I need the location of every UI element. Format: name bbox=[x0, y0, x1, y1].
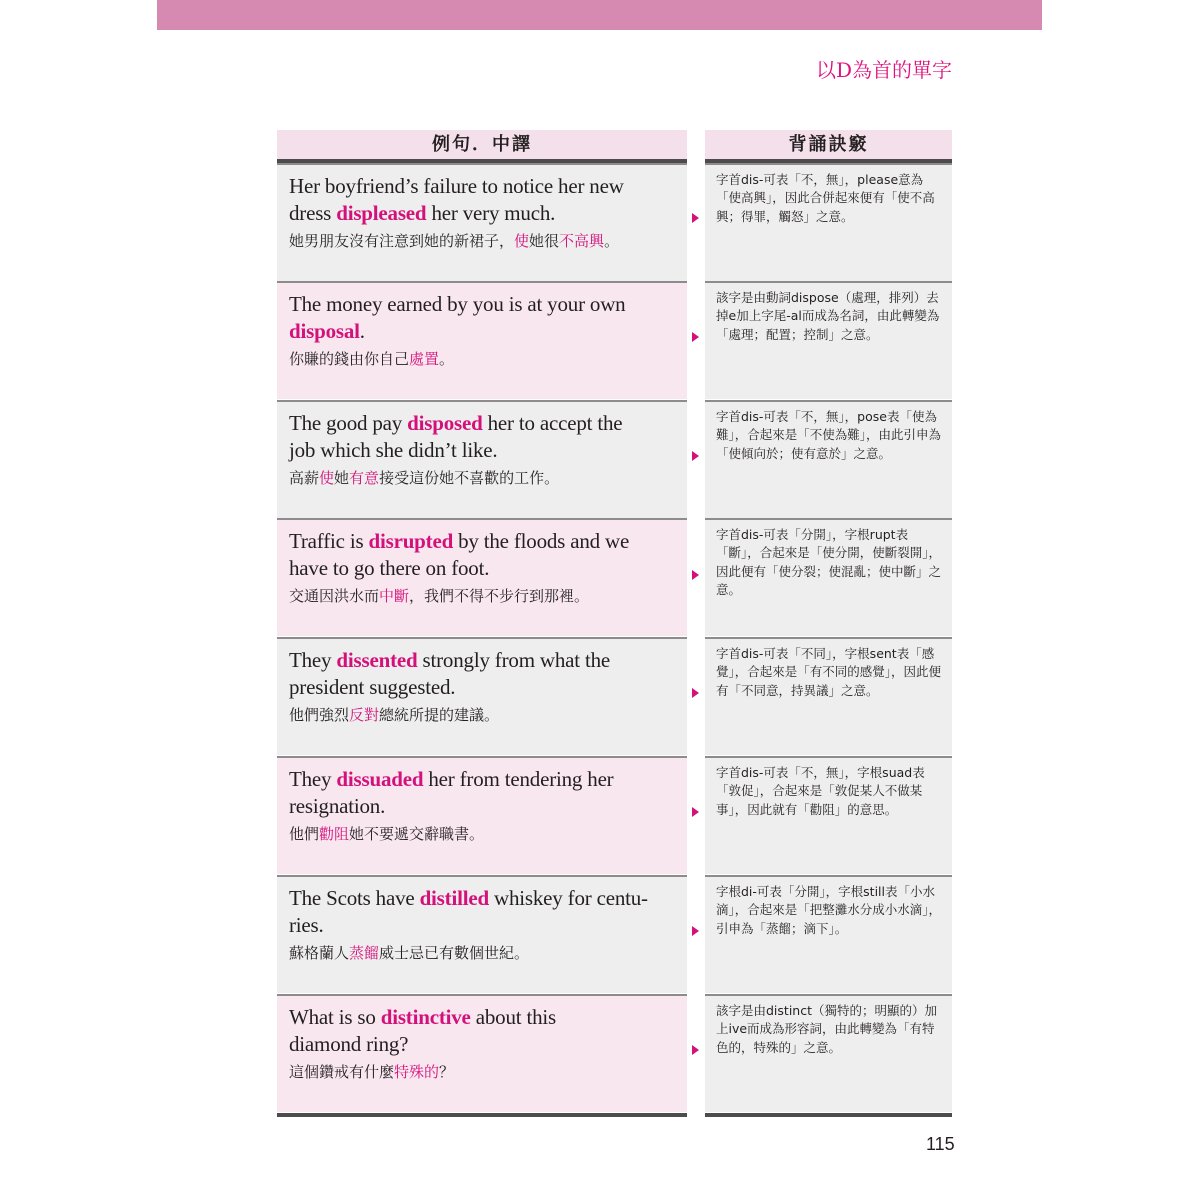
memory-tip-text: 字首dis-可表「不同」，字根sent表「感覺」，合起來是「有不同的感覺」，因此便有「不同意，持異議」之意。 bbox=[716, 646, 942, 698]
memory-tip-row bbox=[705, 994, 952, 1112]
column-header-memory-tips: 背誦訣竅 bbox=[705, 130, 952, 163]
pointer-arrow-icon bbox=[692, 332, 699, 342]
keyword: disrupted bbox=[368, 529, 454, 553]
memory-tip-text: 字首dis-可表「不，無」，pose表「使為難」，合起來是「不使為難」，由此引申為「使傾向於；使有意於」之意。 bbox=[716, 409, 942, 461]
example-sentence-english: They dissuaded her from tendering her resignation. bbox=[289, 767, 614, 818]
example-row bbox=[277, 400, 687, 518]
example-sentence-english: Her boyfriend’s failure to notice her new dress displeased her very much. bbox=[289, 174, 624, 225]
pointer-arrow-icon bbox=[692, 1045, 699, 1055]
example-sentence-chinese: 你賺的錢由你自己處置。 bbox=[289, 350, 455, 368]
memory-tip-row bbox=[705, 163, 952, 281]
pointer-arrow-icon bbox=[692, 570, 699, 580]
example-sentence-chinese: 這個鑽戒有什麼特殊的？ bbox=[289, 1063, 455, 1081]
memory-tip-row bbox=[705, 875, 952, 993]
memory-tip-text: 字根di-可表「分開」，字根still表「小水滴」，合起來是「把整灘水分成小水滴」，引申為「蒸餾；滴下」。 bbox=[716, 884, 942, 936]
example-sentence-english: Traffic is disrupted by the floods and we have to go there on foot. bbox=[289, 529, 630, 580]
example-row bbox=[277, 756, 687, 874]
example-sentence-english: What is so distinctive about this diamond ring? bbox=[289, 1005, 556, 1056]
example-row bbox=[277, 637, 687, 755]
memory-tip-text: 字首dis-可表「不，無」，字根suad表「敦促」，合起來是「敦促某人不做某事」，因此就有「勸阻」的意思。 bbox=[716, 765, 925, 817]
memory-tip-row bbox=[705, 400, 952, 518]
example-sentence-english: The Scots have distilled whiskey for centu- ries. bbox=[289, 886, 648, 937]
memory-tip-text: 字首dis-可表「不，無」，please意為「使高興」，因此合併起來便有「使不高興；得罪，觸怒」之意。 bbox=[716, 172, 935, 224]
memory-tip-text: 該字是由distinct（獨特的；明顯的）加上ive而成為形容詞，由此轉變為「有特色的，特殊的」之意。 bbox=[716, 1003, 937, 1055]
example-row bbox=[277, 518, 687, 636]
example-sentence-chinese: 他們強烈反對總統所提的建議。 bbox=[289, 706, 500, 724]
example-row bbox=[277, 281, 687, 399]
keyword: displeased bbox=[336, 200, 427, 225]
example-sentence-english: They dissented strongly from what the president suggested. bbox=[289, 648, 611, 699]
keyword: dissuaded bbox=[336, 767, 424, 791]
example-sentence-chinese: 她男朋友沒有注意到她的新裙子，使她很不高興。 bbox=[289, 232, 620, 250]
memory-tip-row bbox=[705, 281, 952, 399]
keyword: dissented bbox=[336, 648, 418, 672]
memory-tip-text: 字首dis-可表「分開」，字根rupt表「斷」，合起來是「使分開，使斷裂開」，因此便有「使分裂；使混亂；使中斷」之意。 bbox=[716, 527, 942, 597]
example-sentence-chinese: 交通因洪水而中斷，我們不得不步行到那裡。 bbox=[289, 587, 590, 605]
memory-tip-row bbox=[705, 518, 952, 636]
example-sentence-chinese: 高薪使她有意接受這份她不喜歡的工作。 bbox=[289, 469, 560, 487]
example-sentence-chinese: 蘇格蘭人蒸餾威士忌已有數個世紀。 bbox=[289, 944, 530, 962]
pointer-arrow-icon bbox=[692, 688, 699, 698]
bottom-rule-left bbox=[277, 1113, 687, 1117]
example-row bbox=[277, 163, 687, 281]
memory-tip-row bbox=[705, 756, 952, 874]
keyword: disposed bbox=[407, 411, 483, 435]
bottom-rule-right bbox=[705, 1113, 952, 1117]
example-sentence-english: The money earned by you is at your own disposal. bbox=[289, 292, 626, 343]
pointer-arrow-icon bbox=[692, 807, 699, 817]
memory-tip-row bbox=[705, 637, 952, 755]
keyword: disposal bbox=[289, 318, 360, 343]
example-sentence-english: The good pay disposed her to accept the job which she didn’t like. bbox=[289, 411, 623, 462]
example-sentence-chinese: 他們勸阻她不要遞交辭職書。 bbox=[289, 825, 485, 843]
example-row bbox=[277, 875, 687, 993]
memory-tip-text: 該字是由動詞dispose（處理，排列）去掉e加上字尾-al而成為名詞，由此轉變為「處理；配置；控制」之意。 bbox=[716, 290, 940, 342]
pointer-arrow-icon bbox=[692, 213, 699, 223]
keyword: distinctive bbox=[380, 1005, 471, 1029]
pointer-arrow-icon bbox=[692, 926, 699, 936]
page-number: 115 bbox=[926, 1134, 955, 1154]
section-title: 以D為首的單字 bbox=[815, 58, 952, 82]
pointer-arrow-icon bbox=[692, 451, 699, 461]
keyword: distilled bbox=[419, 886, 489, 910]
top-color-bar bbox=[157, 0, 1042, 30]
example-row bbox=[277, 994, 687, 1112]
column-header-examples: 例句．中譯 bbox=[277, 130, 687, 163]
